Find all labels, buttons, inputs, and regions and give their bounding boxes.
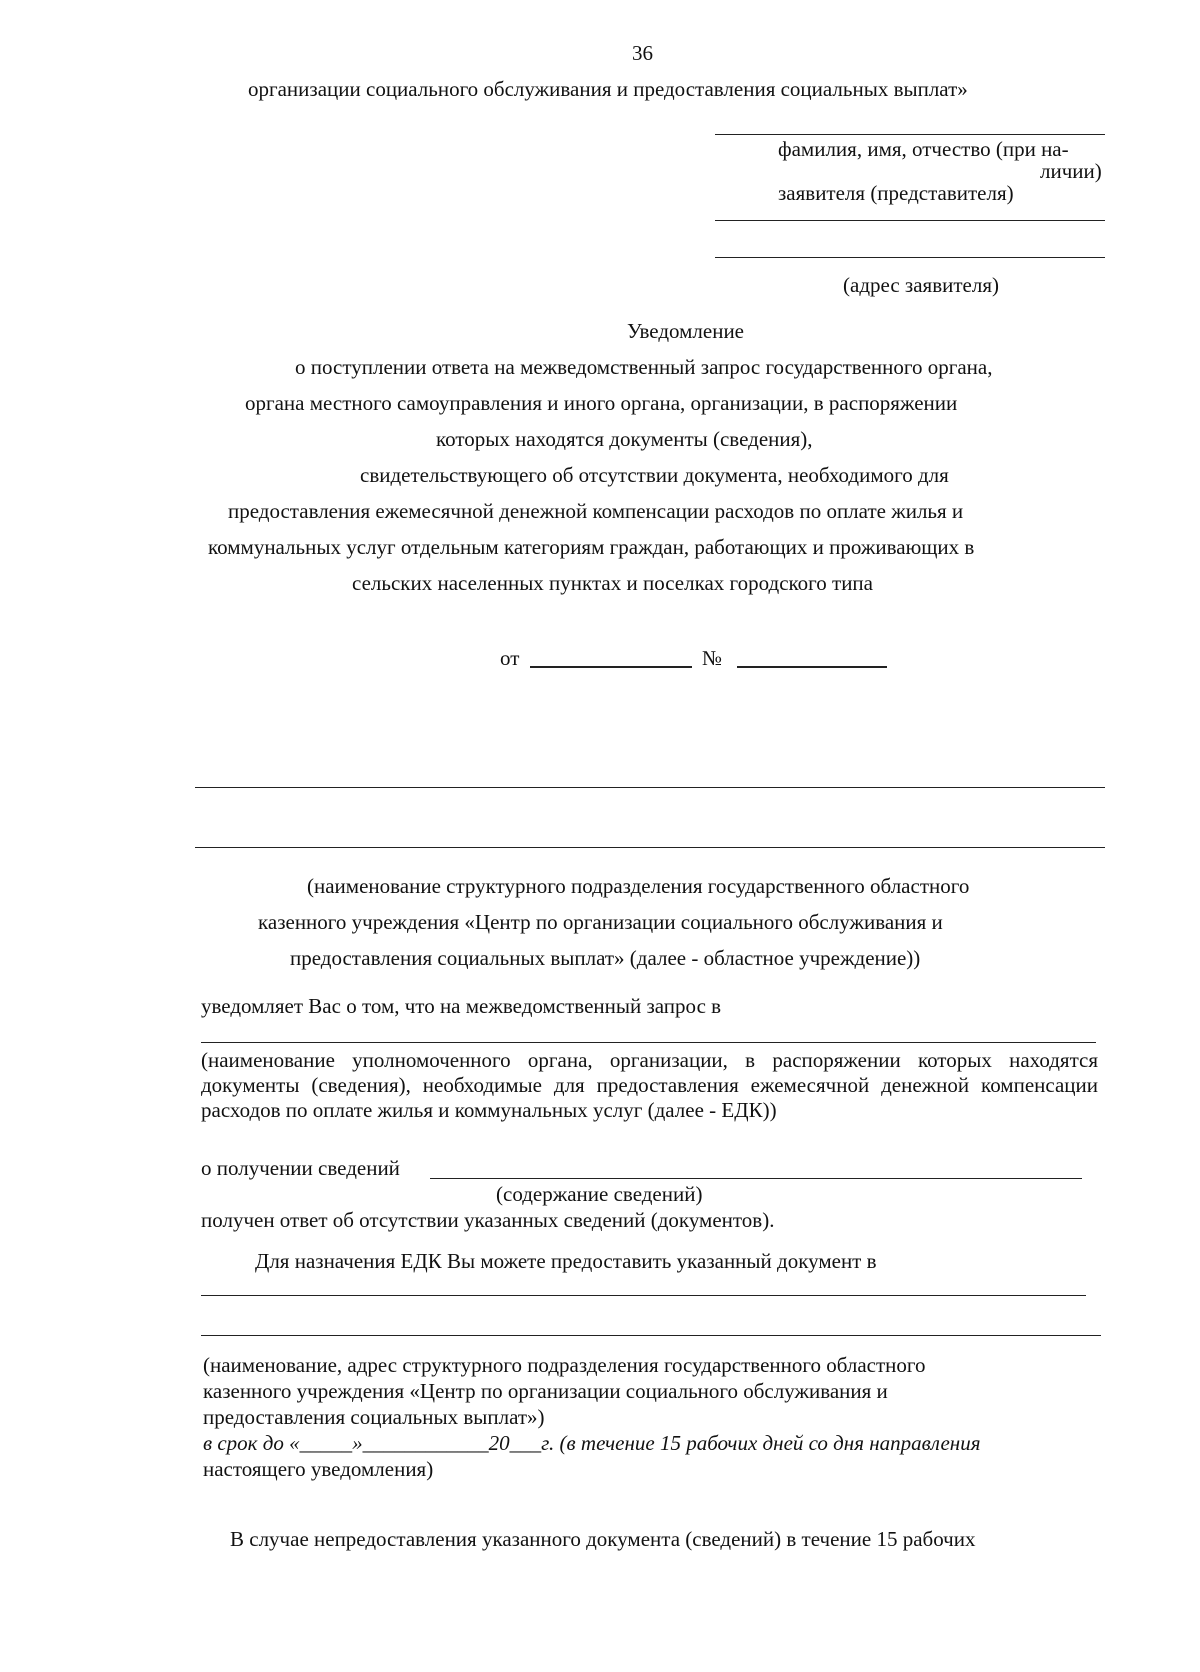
org-caption-2: казенного учреждения «Центр по организации социального обслуживания и <box>258 910 943 934</box>
receipt-line <box>430 1178 1082 1179</box>
title-line-2: о поступлении ответа на межведомственный запрос государственного органа, <box>295 355 993 379</box>
header-line: организации социального обслуживания и предоставления социальных выплат» <box>248 77 968 101</box>
title-line-7: коммунальных услуг отдельным категориям граждан, работающих и проживающих в <box>208 535 975 559</box>
place-line-2 <box>201 1335 1101 1336</box>
authority-line <box>201 1042 1096 1043</box>
org-name-line-1 <box>195 787 1105 788</box>
title-line-8: сельских населенных пунктах и поселках городского типа <box>352 571 873 595</box>
org-name-line-2 <box>195 847 1105 848</box>
notify-line: уведомляет Вас о том, что на межведомственный запрос в <box>201 994 722 1018</box>
title-line-3: органа местного самоуправления и иного органа, организации, в распоряжении <box>245 391 958 415</box>
receipt-label: о получении сведений <box>201 1156 400 1180</box>
provide-line: Для назначения ЕДК Вы можете предоставить указанный документ в <box>255 1249 877 1273</box>
title-line-4: которых находятся документы (сведения), <box>436 427 813 451</box>
place-line-1 <box>201 1295 1086 1296</box>
addressee-line-2 <box>715 220 1105 221</box>
date-line <box>530 666 692 668</box>
place-caption-1: (наименование, адрес структурного подразделения государственного областного <box>203 1353 926 1377</box>
answer-line: получен ответ об отсутствии указанных сведений (документов). <box>201 1208 775 1232</box>
notice-title: Уведомление <box>627 319 745 343</box>
addressee-name-line <box>715 134 1105 135</box>
deadline-line-2: настоящего уведомления) <box>203 1457 434 1481</box>
content-caption: (содержание сведений) <box>496 1182 703 1206</box>
date-from-label: от <box>500 646 520 670</box>
place-caption-3: предоставления социальных выплат») <box>203 1405 545 1429</box>
fio-caption-3: заявителя (представителя) <box>778 181 1014 205</box>
final-line: В случае непредоставления указанного документа (сведений) в течение 15 рабочих <box>230 1527 976 1551</box>
address-caption: (адрес заявителя) <box>843 273 999 297</box>
org-caption-3: предоставления социальных выплат» (далее - областное учреждение)) <box>290 946 921 970</box>
page-number: 36 <box>632 41 653 65</box>
authority-caption: (наименование уполномоченного органа, организации, в распоряжении которых находятся документы (сведения), необходимые для предоставления ежемесячной денежной компенсации расходов по оплате жилья и коммунальных услуг (далее - ЕДК)) <box>201 1048 1098 1122</box>
title-line-6: предоставления ежемесячной денежной компенсации расходов по оплате жилья и <box>228 499 964 523</box>
org-caption-1: (наименование структурного подразделения государственного областного <box>307 874 970 898</box>
addressee-line-3 <box>715 257 1105 258</box>
number-label: № <box>702 646 723 670</box>
title-line-5: свидетельствующего об отсутствии документа, необходимого для <box>360 463 949 487</box>
fio-caption-2: личии) <box>1040 159 1102 183</box>
place-caption-2: казенного учреждения «Центр по организации социального обслуживания и <box>203 1379 888 1403</box>
deadline-line-1: в срок до «_____»____________20___г. (в течение 15 рабочих дней со дня направления <box>203 1431 981 1455</box>
number-line <box>737 666 887 668</box>
fio-caption-1: фамилия, имя, отчество (при на- <box>778 137 1069 161</box>
